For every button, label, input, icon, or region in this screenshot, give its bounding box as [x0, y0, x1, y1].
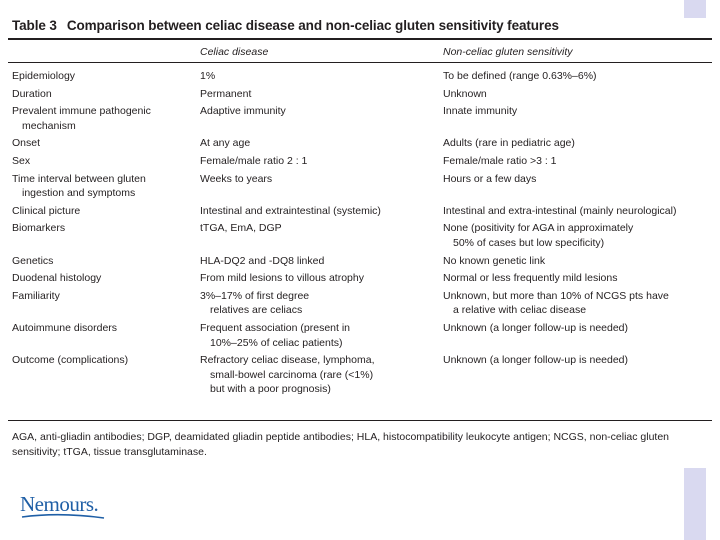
- cell-feature: [12, 221, 192, 236]
- column-header-ncgs: Non-celiac gluten sensitivity: [443, 46, 573, 58]
- logo-text: Nemours.: [20, 492, 99, 516]
- table-row: [0, 69, 720, 87]
- cell-line: 10%–25% of celiac patients): [210, 336, 343, 349]
- cell-line: Prevalent immune pathogenic: [12, 105, 151, 118]
- cell-line: but with a poor prognosis): [210, 383, 331, 396]
- table-row: [0, 172, 720, 204]
- cell-ncgs: [443, 104, 713, 119]
- cell-line: Refractory celiac disease, lymphoma,: [200, 354, 375, 367]
- cell-celiac: [200, 69, 436, 84]
- cell-feature: [12, 353, 192, 368]
- cell-feature: [12, 271, 192, 286]
- cell-line: Adaptive immunity: [200, 105, 286, 118]
- slide-decoration-top: [684, 0, 706, 18]
- cell-feature: [12, 289, 192, 304]
- cell-line: relatives are celiacs: [210, 304, 303, 317]
- cell-line: Onset: [12, 137, 41, 150]
- cell-ncgs: [443, 87, 713, 102]
- cell-line: mechanism: [22, 119, 76, 132]
- cell-celiac: [200, 172, 436, 187]
- table-body: [0, 69, 720, 400]
- cell-ncgs: [443, 172, 713, 187]
- cell-feature: [12, 87, 192, 102]
- cell-line: To be defined (range 0.63%–6%): [443, 70, 597, 82]
- column-header-celiac: Celiac disease: [200, 46, 269, 58]
- cell-line: Duodenal histology: [12, 272, 102, 285]
- cell-ncgs: [443, 254, 713, 269]
- cell-line: Autoimmune disorders: [12, 321, 118, 334]
- cell-line: Female/male ratio 2 : 1: [200, 154, 308, 167]
- cell-line: Genetics: [12, 254, 54, 267]
- cell-ncgs: [443, 289, 713, 318]
- cell-line: Outcome (complications): [12, 354, 129, 367]
- table-row: [0, 289, 720, 321]
- cell-line: Biomarkers: [12, 222, 66, 235]
- cell-line: Unknown, but more than 10% of NCGS pts have: [443, 289, 669, 302]
- cell-ncgs: [443, 321, 713, 336]
- cell-feature: [12, 104, 192, 133]
- cell-feature: [12, 69, 192, 84]
- table-row: [0, 204, 720, 222]
- cell-line: None (positivity for AGA in approximately: [443, 222, 634, 235]
- cell-line: Unknown: [443, 87, 487, 100]
- cell-line: 3%–17% of first degree: [200, 289, 310, 302]
- cell-celiac: [200, 104, 436, 119]
- cell-line: Frequent association (present in: [200, 321, 350, 334]
- table-row: [0, 136, 720, 154]
- cell-celiac: [200, 154, 436, 169]
- cell-feature: [12, 172, 192, 201]
- cell-line: small-bowel carcinoma (rare (<1%): [210, 368, 374, 381]
- cell-line: Intestinal and extra-intestinal (mainly neurological): [443, 204, 677, 217]
- slide-decoration-bottom: [684, 468, 706, 540]
- table-row: [0, 221, 720, 253]
- cell-feature: [12, 321, 192, 336]
- table-row: [0, 154, 720, 172]
- cell-feature: [12, 154, 192, 169]
- cell-celiac: [200, 221, 436, 236]
- table-row: [0, 87, 720, 105]
- table-title-text: Comparison between celiac disease and non-celiac gluten sensitivity features: [66, 18, 559, 33]
- table-title: [12, 18, 712, 33]
- table-row: [0, 321, 720, 353]
- cell-line: Intestinal and extraintestinal (systemic): [200, 204, 381, 217]
- cell-ncgs: [443, 204, 713, 219]
- cell-line: tTGA, EmA, DGP: [200, 222, 282, 235]
- cell-line: Unknown (a longer follow-up is needed): [443, 321, 629, 334]
- table-row: [0, 104, 720, 136]
- cell-line: Adults (rare in pediatric age): [443, 137, 575, 150]
- cell-celiac: [200, 271, 436, 286]
- cell-line: Female/male ratio >3 : 1: [443, 154, 557, 167]
- cell-celiac: [200, 289, 436, 318]
- nemours-logo: [20, 492, 106, 521]
- cell-line: a relative with celiac disease: [453, 304, 587, 317]
- cell-ncgs: [443, 271, 713, 286]
- cell-line: Clinical picture: [12, 204, 81, 217]
- cell-ncgs: [443, 154, 713, 169]
- table-row: [0, 271, 720, 289]
- table-row: [0, 353, 720, 400]
- cell-line: Sex: [12, 154, 31, 167]
- cell-celiac: [200, 321, 436, 350]
- cell-line: Time interval between gluten: [12, 172, 146, 185]
- table-footnote: AGA, anti-gliadin antibodies; DGP, deamidated gliadin peptide antibodies; HLA, histocompatibility leukocyte antigen; NCGS, non-celiac gluten sensitivity; tTGA, tissue transglutaminase.: [12, 431, 670, 458]
- bottom-rule: [8, 420, 712, 421]
- cell-feature: [12, 254, 192, 269]
- cell-line: Unknown (a longer follow-up is needed): [443, 354, 629, 367]
- table-number: Table 3: [12, 18, 57, 33]
- cell-line: Duration: [12, 87, 52, 100]
- cell-line: Familiarity: [12, 289, 60, 302]
- cell-ncgs: [443, 69, 713, 84]
- header-rule: [8, 62, 712, 63]
- table-row: [0, 254, 720, 272]
- cell-line: Normal or less frequently mild lesions: [443, 272, 618, 285]
- cell-line: 50% of cases but low specificity): [453, 236, 605, 249]
- cell-line: Hours or a few days: [443, 172, 537, 185]
- cell-line: No known genetic link: [443, 254, 546, 267]
- cell-line: From mild lesions to villous atrophy: [200, 272, 364, 285]
- cell-line: Weeks to years: [200, 172, 273, 185]
- cell-line: Epidemiology: [12, 70, 76, 82]
- cell-ncgs: [443, 353, 713, 368]
- cell-line: Innate immunity: [443, 105, 518, 118]
- cell-ncgs: [443, 221, 713, 250]
- cell-line: 1%: [200, 70, 216, 82]
- cell-celiac: [200, 136, 436, 151]
- cell-celiac: [200, 204, 436, 219]
- cell-feature: [12, 136, 192, 151]
- cell-celiac: [200, 87, 436, 102]
- title-rule: [8, 38, 712, 40]
- cell-ncgs: [443, 136, 713, 151]
- cell-celiac: [200, 254, 436, 269]
- cell-line: ingestion and symptoms: [22, 187, 136, 200]
- cell-line: At any age: [200, 137, 251, 150]
- cell-line: Permanent: [200, 87, 252, 100]
- cell-line: HLA-DQ2 and -DQ8 linked: [200, 254, 325, 267]
- cell-feature: [12, 204, 192, 219]
- cell-celiac: [200, 353, 436, 397]
